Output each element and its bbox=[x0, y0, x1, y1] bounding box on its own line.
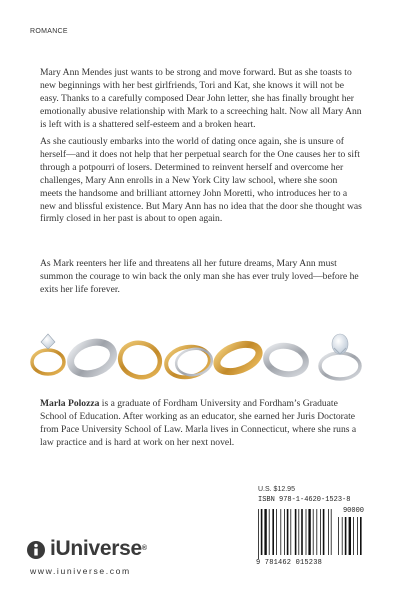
barcode-addon-digits: 90000 bbox=[342, 507, 364, 515]
rings-illustration bbox=[28, 322, 373, 384]
synopsis-paragraph-3: As Mark reenters her life and threatens all her future dreams, Mary Ann must summon the courage to win back the only man she has ever truly loved—before he exits her life forever. bbox=[40, 258, 359, 295]
barcode-digits: 9 781462 015238 bbox=[256, 559, 323, 567]
author-bio bbox=[40, 398, 362, 450]
ring-2 bbox=[66, 337, 117, 379]
barcode bbox=[256, 505, 366, 569]
publisher-logo-text: iUniverse® bbox=[50, 537, 147, 560]
ring-1 bbox=[32, 334, 64, 374]
author-name: Marla Polozza bbox=[40, 398, 100, 409]
isbn-label: ISBN 978-1-4620-1523-8 bbox=[258, 496, 351, 504]
publisher-url: www.iuniverse.com bbox=[30, 566, 131, 576]
genre-label: ROMANCE bbox=[30, 28, 68, 35]
author-bio-text: is a graduate of Fordham University and Fordham’s Graduate School of Education. After working as an educator, she earned her Juris Doctorate from Pace University School of Law. Marla lives in Connecticut, where she runs a law practice and is hard at work on her next novel. bbox=[40, 398, 357, 448]
ring-3 bbox=[116, 338, 163, 381]
iuniverse-logo-icon bbox=[26, 540, 46, 560]
price-label: U.S. $12.95 bbox=[258, 486, 295, 493]
ring-5 bbox=[213, 339, 263, 377]
ring-6 bbox=[264, 343, 308, 378]
synopsis-paragraph-2: As she cautiously embarks into the world of dating once again, she is unsure of herself—and it does not help that her perpetual search for the One causes her to sift through a potpourri of losers. Determined to reinvent herself and overcome her challenges, Mary Ann enrolls in a New York City law school, where she soon meets the handsome and brilliant attorney John Moretti, who introduces her to a new and blissful existence. But Mary Ann has no idea that the door she thought was firmly closed in her past is about to open again. bbox=[40, 136, 362, 225]
ring-4 bbox=[164, 343, 214, 380]
synopsis-paragraph-1: Mary Ann Mendes just wants to be strong and move forward. But as she toasts to new beginnings with her best girlfriends, Tori and Kat, she knows it will not be easy. Thanks to a carefully composed Dear John letter, she has finally brought her emotionally abusive relationship with Mark to a screeching halt. Now all Mary Ann is left with is a shattered self-esteem and a broken heart. bbox=[40, 67, 362, 130]
ring-7 bbox=[320, 334, 360, 379]
publisher-logo bbox=[26, 536, 166, 566]
